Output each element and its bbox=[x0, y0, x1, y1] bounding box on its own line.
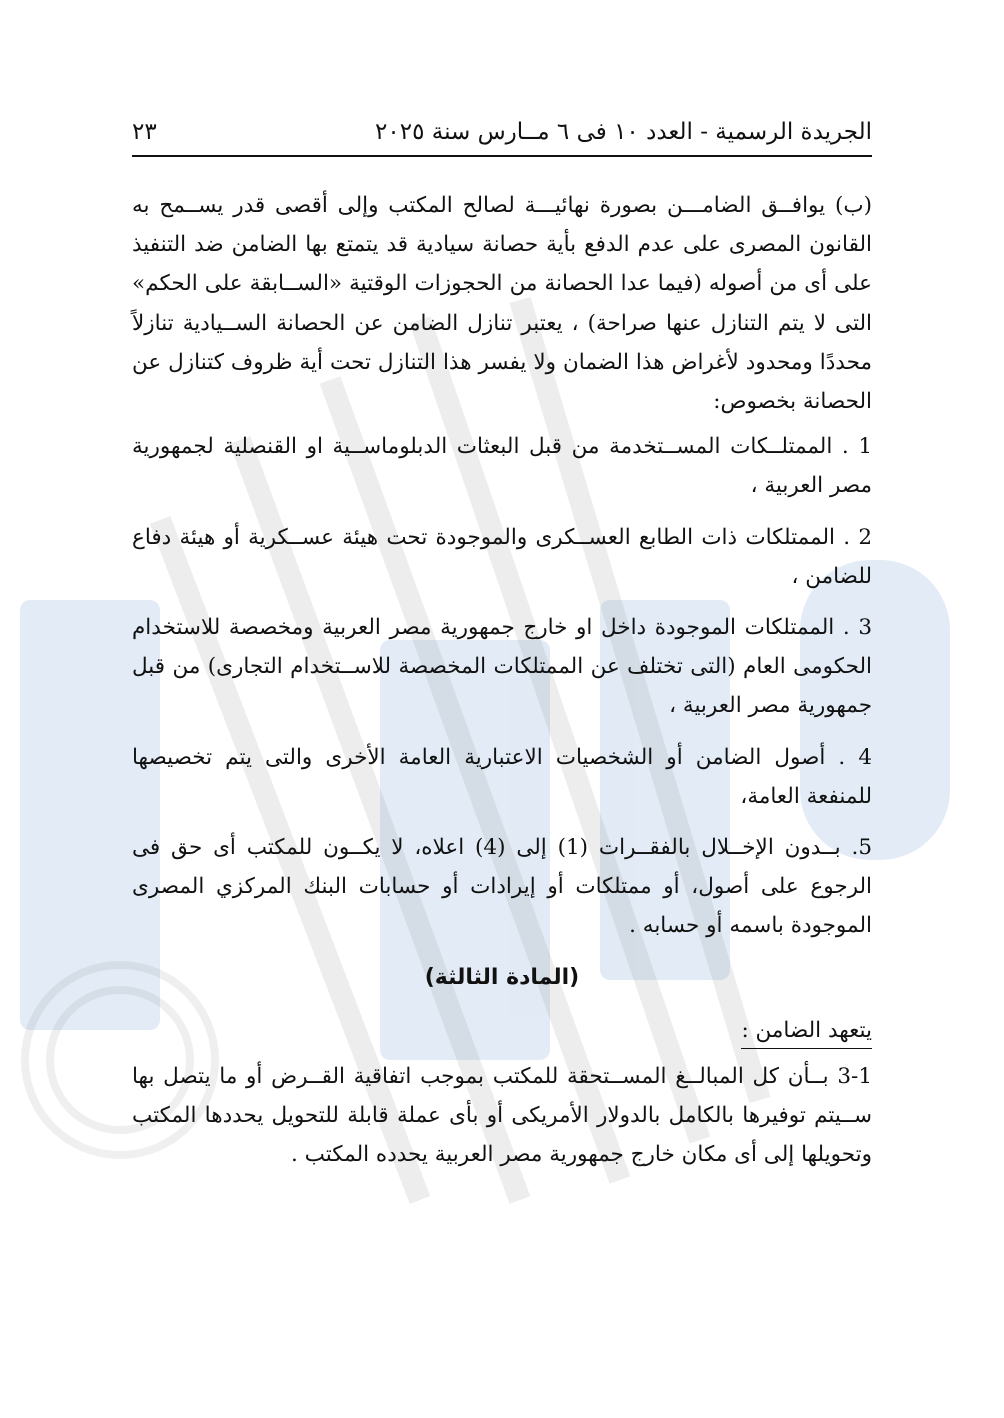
clause-3-1: 3-1 بــأن كل المبالــغ المســتحقة للمكتب بموجب اتفاقية القــرض أو ما يتصل بها ســيتم توفيرها بالكامل بالدولار الأمريكى أو بأى عملة قابلة للتحويل يحددها المكتب وتحويلها إلى أى مكان خارج جمهورية مصر العربية يحدده المكتب . bbox=[132, 1063, 872, 1168]
header-title: الجريدة الرسمية - العدد ١٠ فى ٦ مــارس سنة ٢٠٢٥ bbox=[375, 119, 872, 145]
list-item-2: 2 . الممتلكات ذات الطابع العســكرى والموجودة تحت هيئة عســكرية أو هيئة دفاع للضامن ، bbox=[132, 524, 872, 589]
list-item-3: 3 . الممتلكات الموجودة داخل او خارج جمهورية مصر العربية ومخصصة للاستخدام الحكومى العام (التى تختلف عن الممتلكات المخصصة للاســتخدام التجارى) من قبل جمهورية مصر العربية ، bbox=[132, 615, 872, 719]
paragraph-b: (ب) يوافــق الضامـــن بصورة نهائيـــة لصالح المكتب وإلى أقصى قدر يســمح به القانون المصرى على عدم الدفع بأية حصانة سيادية قد يتمتع بها الضامن ضد التنفيذ على أى من أصوله (فيما عدا الحصانة من الحجوزات الوقتية «الســابقة على الحكم» التى لا يتم التنازل عنها صراحة) ، يعتبر تنازل الضامن عن الحصانة الســيادية تنازلاً محددًا ومحدود لأغراض هذا الضمان ولا يفسر هذا التنازل تحت أية ظروف كتنازل عن الحصانة بخصوص: bbox=[132, 193, 872, 415]
undertakes-label: يتعهد الضامن : bbox=[741, 1014, 872, 1049]
list-item-5: 5. بــدون الإخــلال بالفقــرات (1) إلى (4) اعلاه، لا يكــون للمكتب أى حق فى الرجوع على أصول، أو ممتلكات أو إيرادات أو حسابات البنك المركزي المصرى الموجودة باسمه أو حسابه . bbox=[132, 835, 873, 939]
page-number: ٢٣ bbox=[132, 119, 157, 145]
document-body bbox=[132, 186, 872, 1186]
undertakes-line bbox=[132, 1011, 872, 1057]
page-header bbox=[132, 112, 872, 152]
list-item-1: 1 . الممتلــكات المســتخدمة من قبل البعثات الدبلوماســية او القنصلية لجمهورية مصر العربية ، bbox=[132, 434, 872, 499]
list-item-4: 4 . أصول الضامن أو الشخصيات الاعتبارية العامة الأخرى والتى يتم تخصيصها للمنفعة العامة، bbox=[132, 744, 872, 809]
article-heading: (المادة الثالثة) bbox=[424, 964, 580, 990]
header-divider bbox=[132, 155, 872, 157]
